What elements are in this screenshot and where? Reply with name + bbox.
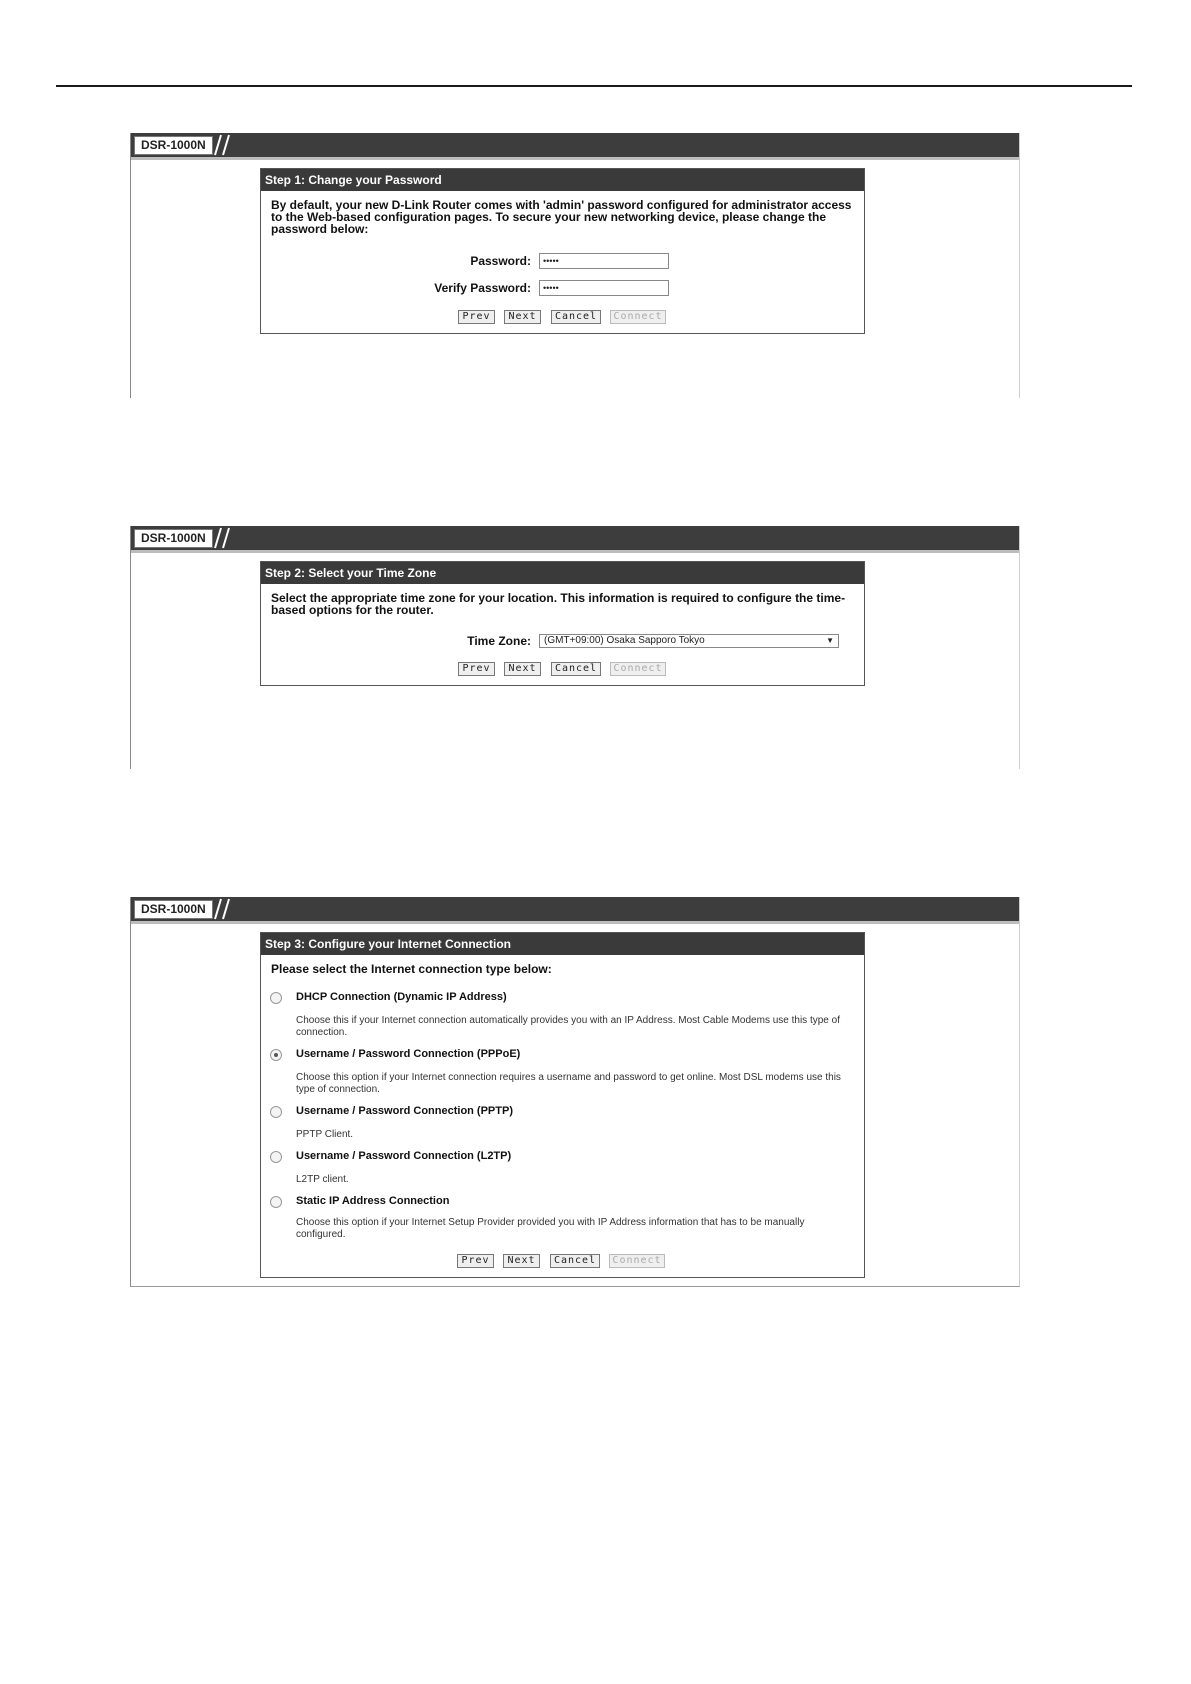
brand-logo: DSR-1000N: [134, 136, 213, 155]
prev-button[interactable]: Prev: [458, 310, 495, 324]
panel-title: Step 1: Change your Password: [261, 169, 864, 191]
step2-screenshot: [130, 526, 1020, 769]
step3-screenshot: [130, 897, 1020, 1287]
cancel-button[interactable]: Cancel: [551, 310, 601, 324]
pptp-radio[interactable]: [270, 1106, 282, 1118]
dhcp-radio[interactable]: [270, 992, 282, 1004]
verify-password-label: Verify Password:: [434, 281, 531, 295]
pppoe-radio[interactable]: [270, 1049, 282, 1061]
password-label: Password:: [470, 254, 531, 268]
pppoe-option-desc: Choose this option if your Internet connection requires a username and password to get online. Most DSL modems use this type of connection.: [296, 1072, 841, 1095]
step2-description: Select the appropriate time zone for your location. This information is required to configure the time-based options for the router.: [271, 591, 846, 617]
brand-logo: DSR-1000N: [134, 900, 213, 919]
step1-description: By default, your new D-Link Router comes with 'admin' password configured for administrator access to the Web-based configuration pages. To secure your new networking device, please change the password below:: [271, 198, 852, 236]
step1-panel: [260, 168, 865, 334]
l2tp-radio[interactable]: [270, 1151, 282, 1163]
next-button[interactable]: Next: [504, 310, 541, 324]
dhcp-option-label: DHCP Connection (Dynamic IP Address): [296, 991, 507, 1003]
dropdown-arrow-icon: ▼: [826, 636, 834, 645]
cancel-button[interactable]: Cancel: [550, 1254, 600, 1268]
timezone-value: (GMT+09:00) Osaka Sapporo Tokyo: [544, 635, 705, 646]
page-top-rule: [56, 85, 1132, 87]
panel-title: Step 3: Configure your Internet Connection: [261, 933, 864, 955]
timezone-select[interactable]: [539, 634, 839, 648]
header-bar: [131, 526, 1019, 550]
step1-screenshot: [130, 133, 1020, 398]
static-ip-radio[interactable]: [270, 1196, 282, 1208]
static-ip-option-label: Static IP Address Connection: [296, 1195, 450, 1207]
password-input[interactable]: •••••: [539, 253, 669, 269]
pptp-option-label: Username / Password Connection (PPTP): [296, 1105, 513, 1117]
l2tp-option-desc: L2TP client.: [296, 1174, 349, 1185]
connect-button[interactable]: Connect: [609, 1254, 665, 1268]
pptp-option-desc: PPTP Client.: [296, 1129, 354, 1140]
panel-title: Step 2: Select your Time Zone: [261, 562, 864, 584]
header-bar: [131, 897, 1019, 921]
l2tp-option-label: Username / Password Connection (L2TP): [296, 1150, 512, 1162]
verify-password-input[interactable]: •••••: [539, 280, 669, 296]
slash-logo-icon: [211, 526, 235, 550]
connect-button[interactable]: Connect: [610, 662, 666, 676]
step2-panel: [260, 561, 865, 686]
slash-logo-icon: [211, 897, 235, 921]
pppoe-option-label: Username / Password Connection (PPPoE): [296, 1048, 521, 1060]
connect-button[interactable]: Connect: [610, 310, 666, 324]
next-button[interactable]: Next: [503, 1254, 540, 1268]
dhcp-option-desc: Choose this if your Internet connection automatically provides you with an IP Address. Most Cable Modems use this type of connection.: [296, 1015, 840, 1038]
next-button[interactable]: Next: [504, 662, 541, 676]
prev-button[interactable]: Prev: [457, 1254, 494, 1268]
cancel-button[interactable]: Cancel: [551, 662, 601, 676]
brand-logo: DSR-1000N: [134, 529, 213, 548]
prev-button[interactable]: Prev: [458, 662, 495, 676]
static-ip-option-desc: Choose this option if your Internet Setup Provider provided you with IP Address information that has to be manually configured.: [296, 1217, 805, 1240]
step3-prompt: Please select the Internet connection type below:: [271, 962, 552, 976]
step3-panel: [260, 932, 865, 1278]
header-bar: [131, 133, 1019, 157]
timezone-label: Time Zone:: [467, 634, 531, 648]
slash-logo-icon: [211, 133, 235, 157]
